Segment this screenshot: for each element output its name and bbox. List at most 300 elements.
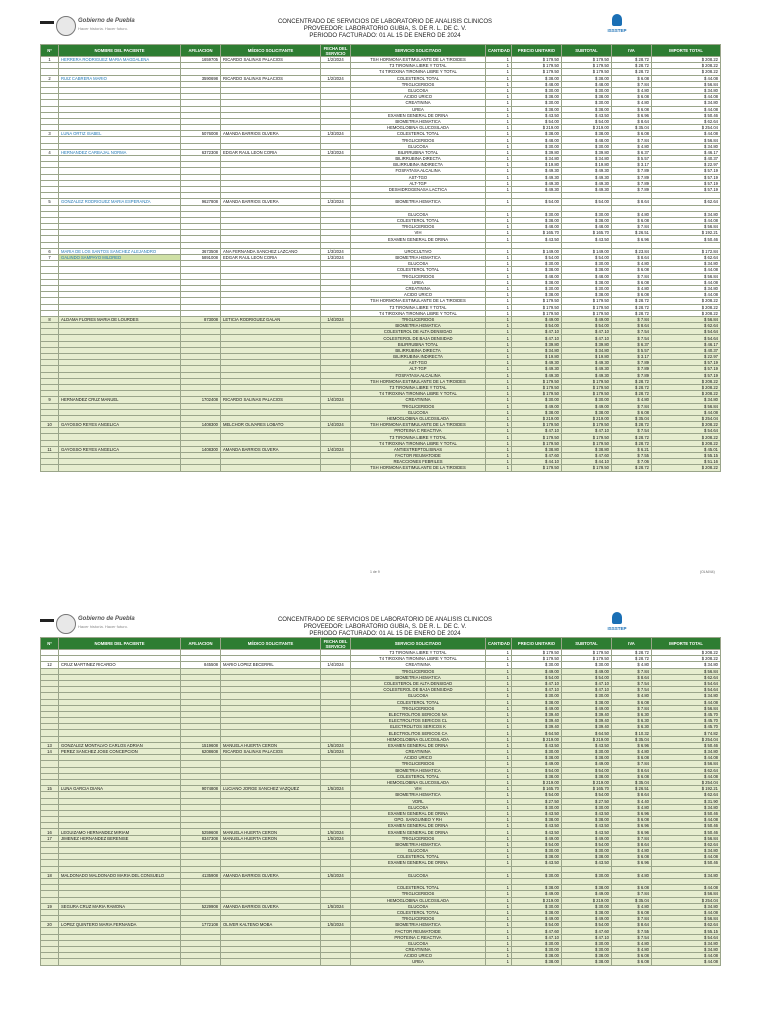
- requested-service: TSH HORMONA ESTIMULANTE DE LA TIROIDES: [351, 465, 486, 471]
- unit-price: $ 19.80: [512, 354, 562, 360]
- total: $ 254.04: [652, 415, 721, 421]
- patient-name: MARIA DE LOS SANTOS SANCHEZ ALEJANDRO: [59, 248, 181, 254]
- iva: $ 7.89: [612, 168, 652, 174]
- title-line-2: PROVEEDOR: LABORATORIO GUBIA, S. DE R. L. DE C. V.: [303, 624, 467, 630]
- total: $ 208.22: [652, 310, 721, 316]
- quantity: 1: [486, 848, 512, 854]
- unit-price: $ 38.00: [512, 131, 562, 137]
- subtotal: $ 179.50: [562, 422, 612, 428]
- quantity: 1: [486, 885, 512, 891]
- total: $ 50.46: [652, 810, 721, 816]
- quantity: 1: [486, 57, 512, 63]
- subtotal: $ 30.00: [562, 749, 612, 755]
- quantity: 1: [486, 779, 512, 785]
- requesting-doctor: MARIO LOPEZ BECERRIL: [221, 662, 321, 668]
- subtotal: $ 30.00: [562, 872, 612, 878]
- total: $ 34.80: [652, 940, 721, 946]
- quantity: 1: [486, 668, 512, 674]
- total: $ 208.22: [652, 63, 721, 69]
- quantity: 1: [486, 428, 512, 434]
- column-header-service-date: FECHA DEL SERVICIO: [321, 638, 351, 650]
- subtotal: $ 44.10: [562, 459, 612, 465]
- quantity: 1: [486, 742, 512, 748]
- requested-service: TRIGLICERIDOS: [351, 81, 486, 87]
- requested-service: COLESTEROL TOTAL: [351, 909, 486, 915]
- row-number: 14: [41, 749, 59, 755]
- subtotal: $ 38.00: [562, 854, 612, 860]
- total: $ 50.46: [652, 236, 721, 242]
- subtotal: $ 30.00: [562, 947, 612, 953]
- iva: $ 6.08: [612, 409, 652, 415]
- quantity: 1: [486, 465, 512, 471]
- total: $ 254.04: [652, 897, 721, 903]
- column-header-iva: IVA: [612, 638, 652, 650]
- iva: $ 7.84: [612, 761, 652, 767]
- row-number: 10: [41, 422, 59, 428]
- quantity: 1: [486, 186, 512, 192]
- unit-price: $ 39.40: [512, 724, 562, 730]
- iva: $ 4.80: [612, 872, 652, 878]
- iva: $ 7.55: [612, 453, 652, 459]
- quantity: 1: [486, 75, 512, 81]
- requested-service: VDRL: [351, 798, 486, 804]
- subtotal: $ 165.70: [562, 230, 612, 236]
- total: $ 57.19: [652, 174, 721, 180]
- subtotal: $ 43.50: [562, 112, 612, 118]
- iva: $ 4.80: [612, 100, 652, 106]
- subtotal: $ 49.00: [562, 761, 612, 767]
- quantity: 1: [486, 786, 512, 792]
- services-table-page-2: [40, 637, 721, 966]
- requested-service: T4 TIROXINA TIRONINA LIBRE Y TOTAL: [351, 440, 486, 446]
- gobierno-puebla-logo-2: [40, 612, 150, 636]
- subtotal: $ 43.50: [562, 823, 612, 829]
- column-header-unit-price: PRECIO UNITARIO: [512, 638, 562, 650]
- unit-price: $ 38.00: [512, 94, 562, 100]
- unit-price: $ 179.50: [512, 310, 562, 316]
- unit-price: $ 30.00: [512, 87, 562, 93]
- subtotal: $ 219.00: [562, 415, 612, 421]
- unit-price: $ 54.00: [512, 323, 562, 329]
- unit-price: $ 43.50: [512, 860, 562, 866]
- total: $ 34.80: [652, 662, 721, 668]
- unit-price: $ 49.00: [512, 668, 562, 674]
- requested-service: ELECTROLITOS SERICOS CA: [351, 730, 486, 736]
- unit-price: $ 30.00: [512, 211, 562, 217]
- requested-service: COLESTEROL TOTAL: [351, 217, 486, 223]
- requesting-doctor: EDGAR RAUL LEON CORIA: [221, 255, 321, 261]
- quantity: 1: [486, 106, 512, 112]
- requested-service: HEMOGLOBINA GLUCOSILADA: [351, 736, 486, 742]
- subtotal: $ 54.00: [562, 767, 612, 773]
- patient-name: JIMENEZ HERNANDEZ BERENISE: [59, 835, 181, 841]
- unit-price: $ 179.50: [512, 434, 562, 440]
- requested-service: BIOMETRIA HEMATICA: [351, 841, 486, 847]
- unit-price: $ 38.00: [512, 292, 562, 298]
- requesting-doctor: ANA FERNANDA SANCHEZ LAZCANO: [221, 248, 321, 254]
- iva: $ 35.04: [612, 897, 652, 903]
- row-number: 8: [41, 316, 59, 322]
- unit-price: $ 49.30: [512, 186, 562, 192]
- unit-price: $ 38.00: [512, 773, 562, 779]
- requested-service: COLESTEROL TOTAL: [351, 773, 486, 779]
- requested-service: TRIGLICERIDOS: [351, 835, 486, 841]
- affiliation: 1772108: [181, 922, 221, 928]
- total: $ 254.04: [652, 125, 721, 131]
- quantity: 1: [486, 446, 512, 452]
- total: $ 57.19: [652, 360, 721, 366]
- unit-price: $ 179.50: [512, 378, 562, 384]
- subtotal: $ 38.00: [562, 909, 612, 915]
- row-number: 7: [41, 255, 59, 261]
- subtotal: $ 47.60: [562, 453, 612, 459]
- subtotal: $ 49.00: [562, 316, 612, 322]
- subtotal: $ 38.00: [562, 773, 612, 779]
- requested-service: CREATININA: [351, 285, 486, 291]
- unit-price: $ 48.00: [512, 224, 562, 230]
- subtotal: $ 47.10: [562, 680, 612, 686]
- requested-service: GLUCOSA: [351, 804, 486, 810]
- total: $ 54.64: [652, 335, 721, 341]
- iva: $ 28.72: [612, 434, 652, 440]
- unit-price: $ 43.50: [512, 236, 562, 242]
- iva: $ 6.08: [612, 279, 652, 285]
- iva: $ 6.37: [612, 341, 652, 347]
- service-date: 1/5/2024: [321, 922, 351, 928]
- subtotal: $ 179.50: [562, 310, 612, 316]
- patient-name: RUIZ CABRERA MARIO: [59, 75, 181, 81]
- requested-service: ANTIESTREPTOLISINAS: [351, 446, 486, 452]
- affiliation: 1519608: [181, 742, 221, 748]
- subtotal: $ 54.00: [562, 674, 612, 680]
- subtotal: $ 179.50: [562, 63, 612, 69]
- unit-price: $ 165.70: [512, 786, 562, 792]
- state-seal-icon: [56, 16, 76, 36]
- iva: $ 7.84: [612, 835, 652, 841]
- total: $ 74.82: [652, 730, 721, 736]
- requested-service: ELECTROLITOS SERICOS CL: [351, 718, 486, 724]
- header-row: [41, 45, 721, 57]
- unit-price: $ 179.50: [512, 63, 562, 69]
- requested-service: BIOMETRIA HEMATICA: [351, 255, 486, 261]
- subtotal: $ 30.00: [562, 940, 612, 946]
- total: $ 62.64: [652, 767, 721, 773]
- quantity: 1: [486, 860, 512, 866]
- total: $ 57.19: [652, 372, 721, 378]
- unit-price: $ 44.10: [512, 459, 562, 465]
- unit-price: $ 54.00: [512, 792, 562, 798]
- total: $ 44.08: [652, 131, 721, 137]
- requested-service: ACIDO URICO: [351, 953, 486, 959]
- requested-service: ELECTROLITOS SERICOS NA: [351, 711, 486, 717]
- requested-service: GLUCOSA: [351, 903, 486, 909]
- iva: $ 4.80: [612, 397, 652, 403]
- unit-price: $ 54.00: [512, 674, 562, 680]
- iva: $ 7.84: [612, 705, 652, 711]
- subtotal: $ 49.30: [562, 174, 612, 180]
- quantity: 1: [486, 335, 512, 341]
- logo-subtitle: Hacer historia. Hacer futuro.: [78, 26, 129, 31]
- total: $ 208.22: [652, 434, 721, 440]
- total: $ 44.08: [652, 773, 721, 779]
- quantity: 1: [486, 656, 512, 662]
- unit-price: $ 30.00: [512, 285, 562, 291]
- total: $ 56.84: [652, 705, 721, 711]
- total: $ 55.15: [652, 928, 721, 934]
- column-header-subtotal: SUBTOTAL: [562, 45, 612, 57]
- requested-service: BILIRRUBINA DIRECTA: [351, 156, 486, 162]
- subtotal: $ 47.10: [562, 428, 612, 434]
- requesting-doctor: AMANDA BARRIOS OLVERA: [221, 199, 321, 205]
- row-number: 6: [41, 248, 59, 254]
- unit-price: $ 30.00: [512, 662, 562, 668]
- iva: $ 4.80: [612, 903, 652, 909]
- requested-service: GLUCOSA: [351, 940, 486, 946]
- iva: $ 7.84: [612, 916, 652, 922]
- requested-service: COLESTEROL TOTAL: [351, 699, 486, 705]
- quantity: 1: [486, 261, 512, 267]
- subtotal: $ 179.50: [562, 440, 612, 446]
- service-date: 1/2/2024: [321, 57, 351, 63]
- total: $ 208.22: [652, 440, 721, 446]
- subtotal: $ 49.00: [562, 403, 612, 409]
- unit-price: $ 54.00: [512, 255, 562, 261]
- total: $ 192.21: [652, 230, 721, 236]
- total: $ 208.22: [652, 656, 721, 662]
- total: $ 51.16: [652, 459, 721, 465]
- affiliation: 3673508: [181, 248, 221, 254]
- quantity: 1: [486, 817, 512, 823]
- requested-service: T4 TIROXINA TIRONINA LIBRE Y TOTAL: [351, 656, 486, 662]
- iva: $ 28.72: [612, 384, 652, 390]
- total: $ 56.84: [652, 891, 721, 897]
- subtotal: $ 38.00: [562, 75, 612, 81]
- iva: $ 28.72: [612, 391, 652, 397]
- column-header-total: IMPORTE TOTAL: [652, 638, 721, 650]
- unit-price: $ 30.00: [512, 947, 562, 953]
- column-header-patient-name: NOMBRE DEL PACIENTE: [59, 638, 181, 650]
- quantity: 1: [486, 137, 512, 143]
- total: $ 56.84: [652, 137, 721, 143]
- iva: $ 28.72: [612, 422, 652, 428]
- unit-price: $ 47.10: [512, 335, 562, 341]
- iva: $ 28.72: [612, 310, 652, 316]
- subtotal: $ 30.00: [562, 285, 612, 291]
- iva: $ 7.84: [612, 316, 652, 322]
- iva: $ 6.08: [612, 817, 652, 823]
- total: $ 34.80: [652, 261, 721, 267]
- subtotal: $ 30.00: [562, 804, 612, 810]
- unit-price: $ 38.00: [512, 959, 562, 965]
- requested-service: T3 TIRONINA LIBRE Y TOTAL: [351, 434, 486, 440]
- quantity: 1: [486, 131, 512, 137]
- requested-service: FOSFATASA ALCALINA: [351, 168, 486, 174]
- total: $ 208.22: [652, 304, 721, 310]
- subtotal: $ 30.00: [562, 397, 612, 403]
- quantity: 1: [486, 248, 512, 254]
- quantity: 1: [486, 112, 512, 118]
- patient-name: PEREZ SANCHEZ JOSE CONCEPCION: [59, 749, 181, 755]
- subtotal: $ 30.00: [562, 848, 612, 854]
- total: $ 44.08: [652, 755, 721, 761]
- requesting-doctor: MANUELA HUERTA CERON: [221, 829, 321, 835]
- logo-title: Gobierno de Puebla: [78, 616, 135, 622]
- subtotal: $ 38.00: [562, 131, 612, 137]
- total: $ 44.08: [652, 267, 721, 273]
- unit-price: $ 54.00: [512, 199, 562, 205]
- quantity: 1: [486, 310, 512, 316]
- requested-service: T3 TIRONINA LIBRE Y TOTAL: [351, 384, 486, 390]
- requested-service: ACIDO URICO: [351, 292, 486, 298]
- subtotal: $ 165.70: [562, 786, 612, 792]
- service-date: 1/5/2024: [321, 829, 351, 835]
- subtotal: $ 49.30: [562, 186, 612, 192]
- iva: $ 7.55: [612, 928, 652, 934]
- iva: $ 8.64: [612, 841, 652, 847]
- total: $ 44.08: [652, 854, 721, 860]
- quantity: 1: [486, 810, 512, 816]
- quantity: 1: [486, 63, 512, 69]
- subtotal: $ 179.50: [562, 298, 612, 304]
- subtotal: $ 30.00: [562, 662, 612, 668]
- requested-service: GLUCOSA: [351, 872, 486, 878]
- requested-service: PROTEINA C REACTIVA: [351, 428, 486, 434]
- quantity: 1: [486, 798, 512, 804]
- unit-price: $ 219.00: [512, 779, 562, 785]
- quantity: 1: [486, 69, 512, 75]
- unit-price: $ 38.00: [512, 755, 562, 761]
- unit-price: $ 179.50: [512, 304, 562, 310]
- subtotal: $ 179.50: [562, 384, 612, 390]
- iva: $ 7.54: [612, 934, 652, 940]
- unit-price: $ 30.00: [512, 804, 562, 810]
- requested-service: COLESTEROL TOTAL: [351, 75, 486, 81]
- quantity: 1: [486, 366, 512, 372]
- table-row: [41, 465, 721, 471]
- subtotal: $ 54.00: [562, 255, 612, 261]
- row-number: 17: [41, 835, 59, 841]
- subtotal: $ 38.00: [562, 267, 612, 273]
- iva: $ 5.57: [612, 156, 652, 162]
- iva: $ 4.80: [612, 143, 652, 149]
- issstep-emblem-icon: [612, 14, 622, 26]
- service-date: 1/5/2024: [321, 742, 351, 748]
- unit-price: $ 47.10: [512, 428, 562, 434]
- patient-name: LEGUIZAMO HERNANDEZ MIRIAM: [59, 829, 181, 835]
- affiliation: 3590698: [181, 75, 221, 81]
- requested-service: T4 TIROXINA TIRONINA LIBRE Y TOTAL: [351, 310, 486, 316]
- iva: $ 6.08: [612, 699, 652, 705]
- unit-price: $ 43.50: [512, 810, 562, 816]
- subtotal: $ 179.50: [562, 378, 612, 384]
- unit-price: $ 39.80: [512, 341, 562, 347]
- row-number: 3: [41, 131, 59, 137]
- iva: $ 6.08: [612, 885, 652, 891]
- requesting-doctor: [221, 959, 321, 965]
- quantity: 1: [486, 279, 512, 285]
- subtotal: $ 48.00: [562, 224, 612, 230]
- requested-service: AST-TGO: [351, 360, 486, 366]
- total: $ 34.80: [652, 947, 721, 953]
- unit-price: $ 179.50: [512, 656, 562, 662]
- requested-service: HEMOGLOBINA GLUCOSILADA: [351, 779, 486, 785]
- iva: $ 6.08: [612, 755, 652, 761]
- subtotal: $ 38.00: [562, 699, 612, 705]
- iva: $ 28.72: [612, 304, 652, 310]
- total: $ 56.84: [652, 81, 721, 87]
- iva: $ 6.30: [612, 718, 652, 724]
- total: $ 208.22: [652, 298, 721, 304]
- patient-name: SEGURA CRUZ MARIA RAMONA: [59, 903, 181, 909]
- affiliation: 4135908: [181, 872, 221, 878]
- quantity: 1: [486, 360, 512, 366]
- affiliation: 6208608: [181, 749, 221, 755]
- quantity: 1: [486, 909, 512, 915]
- subtotal: $ 38.00: [562, 106, 612, 112]
- iva: $ 7.84: [612, 137, 652, 143]
- requested-service: HEMOGLOBINA GLUCOSILADA: [351, 125, 486, 131]
- subtotal: $ 34.80: [562, 347, 612, 353]
- quantity: 1: [486, 162, 512, 168]
- iva: $ 6.08: [612, 909, 652, 915]
- title-line-1: CONCENTRADO DE SERVICIOS DE LABORATORIO DE ANALISIS CLINICOS: [277, 19, 493, 25]
- quantity: 1: [486, 409, 512, 415]
- subtotal: $ 49.00: [562, 891, 612, 897]
- subtotal: $ 49.30: [562, 372, 612, 378]
- requested-service: TRIGLICERIDOS: [351, 891, 486, 897]
- quantity: 1: [486, 285, 512, 291]
- iva: $ 7.89: [612, 174, 652, 180]
- subtotal: $ 39.40: [562, 724, 612, 730]
- column-header-iva: IVA: [612, 45, 652, 57]
- unit-price: $ 27.50: [512, 798, 562, 804]
- subtotal: $ 219.00: [562, 897, 612, 903]
- requested-service: TRIGLICERIDOS: [351, 916, 486, 922]
- state-seal-icon: [56, 614, 76, 634]
- affiliation: 845508: [181, 662, 221, 668]
- subtotal: $ 38.80: [562, 446, 612, 452]
- requested-service: ACIDO URICO: [351, 94, 486, 100]
- logo-title: Gobierno de Puebla: [78, 18, 135, 24]
- total: $ 62.64: [652, 199, 721, 205]
- iva: $ 35.04: [612, 415, 652, 421]
- requesting-doctor: RICARDO SALINAS PALACIOS: [221, 397, 321, 403]
- subtotal: $ 54.00: [562, 323, 612, 329]
- iva: $ 6.08: [612, 854, 652, 860]
- unit-price: $ 49.00: [512, 916, 562, 922]
- requested-service: T3 TIRONINA LIBRE Y TOTAL: [351, 650, 486, 656]
- requested-service: TRIGLICERIDOS: [351, 761, 486, 767]
- quantity: 1: [486, 711, 512, 717]
- requested-service: BILIRRUBINA DIRECTA: [351, 347, 486, 353]
- requested-service: EXAMEN GENERAL DE ORINA: [351, 112, 486, 118]
- service-date: 1/2/2024: [321, 75, 351, 81]
- total: $ 56.84: [652, 224, 721, 230]
- subtotal: $ 48.00: [562, 137, 612, 143]
- unit-price: $ 34.80: [512, 347, 562, 353]
- unit-price: $ 38.00: [512, 267, 562, 273]
- requested-service: COLESTEROL DE BAJA DENSIDAD: [351, 687, 486, 693]
- requested-service: HEMOGLOBINA GLUCOSILADA: [351, 415, 486, 421]
- iva: $ 6.08: [612, 131, 652, 137]
- total: $ 254.04: [652, 779, 721, 785]
- iva: $ 35.04: [612, 736, 652, 742]
- unit-price: $ 43.50: [512, 823, 562, 829]
- gobierno-puebla-logo: [40, 14, 150, 38]
- column-header-requesting-doctor: MÉDICO SOLICITANTE: [221, 638, 321, 650]
- requested-service: REACCIONES FEBRILES: [351, 459, 486, 465]
- iva: $ 6.96: [612, 742, 652, 748]
